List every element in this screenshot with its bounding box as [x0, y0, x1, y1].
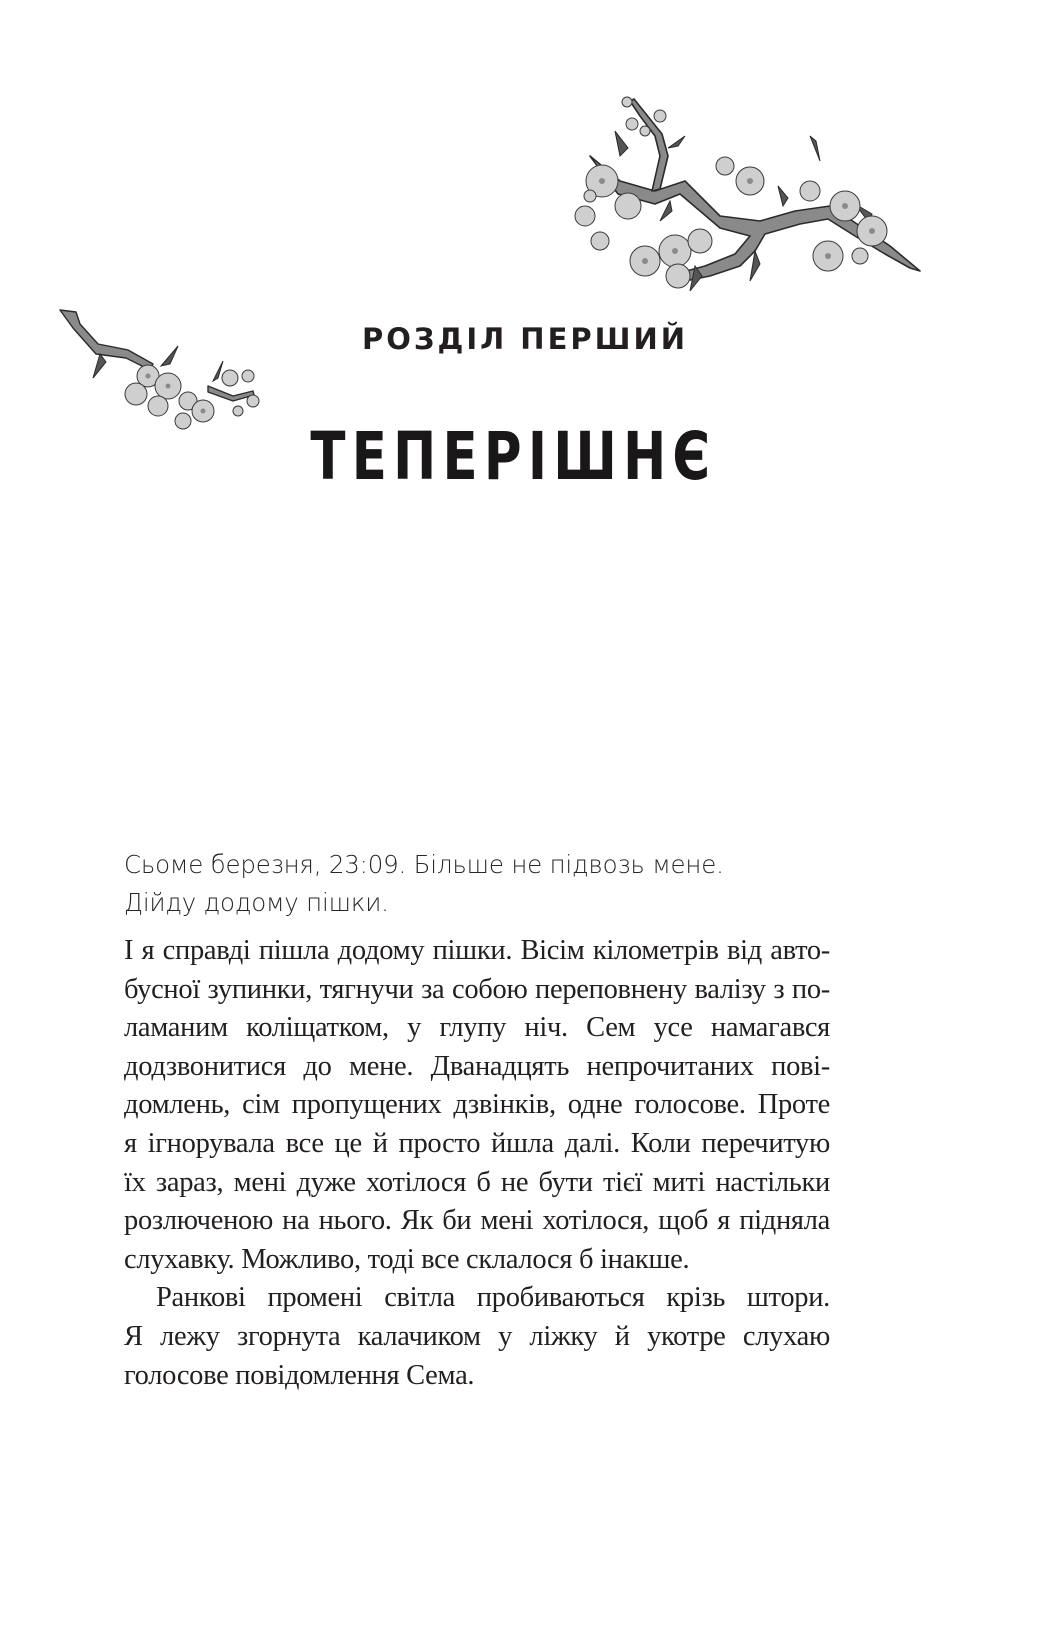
chapter-label: РОЗДІЛ ПЕРШИЙ: [361, 322, 688, 356]
cherry-blossom-branch-icon: [560, 86, 925, 296]
message-line: Дійду додому пішки.: [124, 888, 389, 917]
paragraph-line: ламаним коліщатком, у глупу ніч. Сем усе намагався: [124, 1012, 830, 1044]
paragraph-line: бусної зупинки, тягнучи за собою переповнену валізу з по-: [124, 973, 830, 1005]
paragraph-line: слухавку. Можливо, тоді все склалося б інакше.: [124, 1243, 690, 1275]
text-message-quote: [124, 846, 844, 922]
paragraph-line: Ранкові промені світла пробиваються крізь штори.: [156, 1282, 830, 1314]
paragraph-line: їх зараз, мені дуже хотілося б не бути тієї миті настільки: [124, 1166, 830, 1198]
paragraph-line: я ігнорувала все це й просто йшла далі. Коли перечитую: [124, 1127, 830, 1159]
message-line: Сьоме березня, 23:09. Більше не підвозь мене.: [124, 850, 724, 879]
paragraph-line: додзвонитися до мене. Дванадцять непрочитаних пові-: [124, 1050, 830, 1082]
paragraph-line: І я справді пішла додому пішки. Вісім кілометрів від авто-: [124, 935, 830, 966]
paragraph-line: Я лежу згорнута калачиком у ліжку й укотре слухаю: [124, 1320, 830, 1352]
paragraph-line: домлень, сім пропущених дзвінків, одне голосове. Проте: [124, 1089, 830, 1121]
body-text: [124, 932, 830, 1395]
paragraph-line: розлюченою на нього. Як би мені хотілося, щоб я підняла: [124, 1205, 830, 1237]
paragraph-line: голосове повідомлення Сема.: [124, 1359, 475, 1391]
chapter-title: ТЕПЕРІШНЄ: [310, 418, 717, 495]
